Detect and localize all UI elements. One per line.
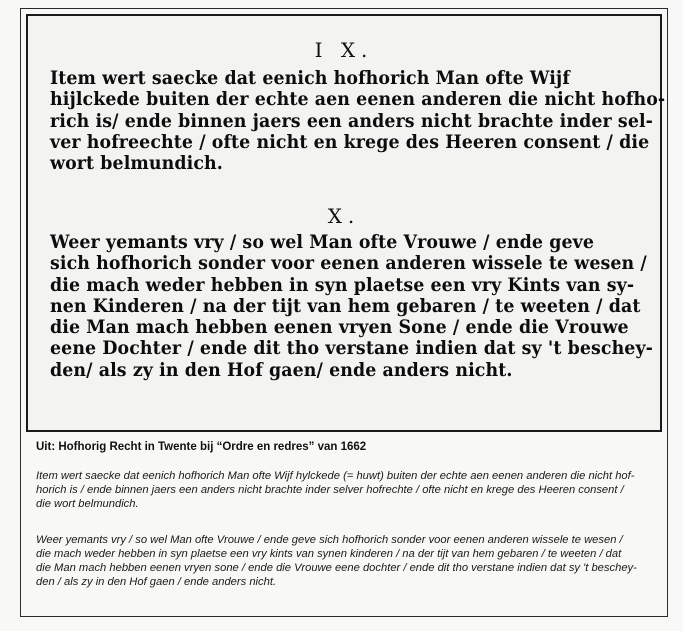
scanned-text-box bbox=[26, 14, 666, 432]
section-number-ix: I X. bbox=[314, 38, 374, 62]
section-x-line: die mach weder hebben in syn plaetse een vry Kints van sy- bbox=[50, 274, 635, 296]
section-x-line: eene Dochter / ende dit tho verstane indien dat sy 't beschey- bbox=[50, 338, 653, 360]
section-x-text bbox=[50, 232, 653, 381]
section-ix-text bbox=[50, 68, 666, 175]
section-x-line: sich hofhorich sonder voor eenen anderen wissele te wesen / bbox=[50, 253, 647, 275]
transcription-2-line: den / als zy in den Hof gaen / ende anders nicht. bbox=[36, 576, 277, 588]
transcription-1-line: die wort belmundich. bbox=[36, 498, 139, 510]
source-caption: Uit: Hofhorig Recht in Twente bij “Ordre en redres” van 1662 bbox=[36, 441, 367, 453]
transcription-paragraph-2 bbox=[36, 533, 658, 589]
section-number-x: X. bbox=[327, 204, 361, 228]
transcription-paragraph-1 bbox=[36, 469, 658, 511]
section-x-line: nen Kinderen / na der tijt van hem gebaren / te weeten / dat bbox=[50, 295, 641, 317]
transcription-1-line: horich is / ende binnen jaers een anders nicht brachte inder selver hofrechte / ofte nicht en krege des Heeren consent / bbox=[36, 484, 624, 496]
transcription-1-line: Item wert saecke dat eenich hofhorich Man ofte Wijf hylckede (= huwt) buiten der echte aen eenen anderen die nicht hof- bbox=[36, 470, 635, 482]
section-ix-line: hijlckede buiten der echte aen eenen anderen die nicht hofho- bbox=[50, 89, 666, 111]
section-x-line: den/ als zy in den Hof gaen/ ende anders nicht. bbox=[50, 359, 513, 381]
transcription-2-line: die mach weder hebben in syn plaetse een vry kints van synen kinderen / na der tijt van hem gebaren / te weeten / dat bbox=[36, 548, 622, 560]
section-ix-line: wort belmundich. bbox=[50, 153, 223, 175]
section-x-line: Weer yemants vry / so wel Man ofte Vrouwe / ende geve bbox=[50, 232, 594, 253]
section-ix-line: ver hofreechte / ofte nicht en krege des Heeren consent / die bbox=[50, 131, 650, 153]
transcription-2-line: Weer yemants vry / so wel Man ofte Vrouwe / ende geve sich hofhorich sonder voor eenen anderen wissele te wesen / bbox=[36, 534, 623, 546]
section-x-line: die Man mach hebben eenen vryen Sone / ende die Vrouwe bbox=[50, 317, 629, 339]
section-ix-line: Item wert saecke dat eenich hofhorich Man ofte Wijf bbox=[50, 68, 570, 89]
transcription-2-line: die Man mach hebben eenen vryen sone / ende die Vrouwe eene dochter / ende dit tho verstane indien dat sy 't beschey- bbox=[36, 562, 637, 574]
section-ix-line: rich is/ ende binnen jaers een anders nicht brachte inder sel- bbox=[50, 110, 653, 132]
